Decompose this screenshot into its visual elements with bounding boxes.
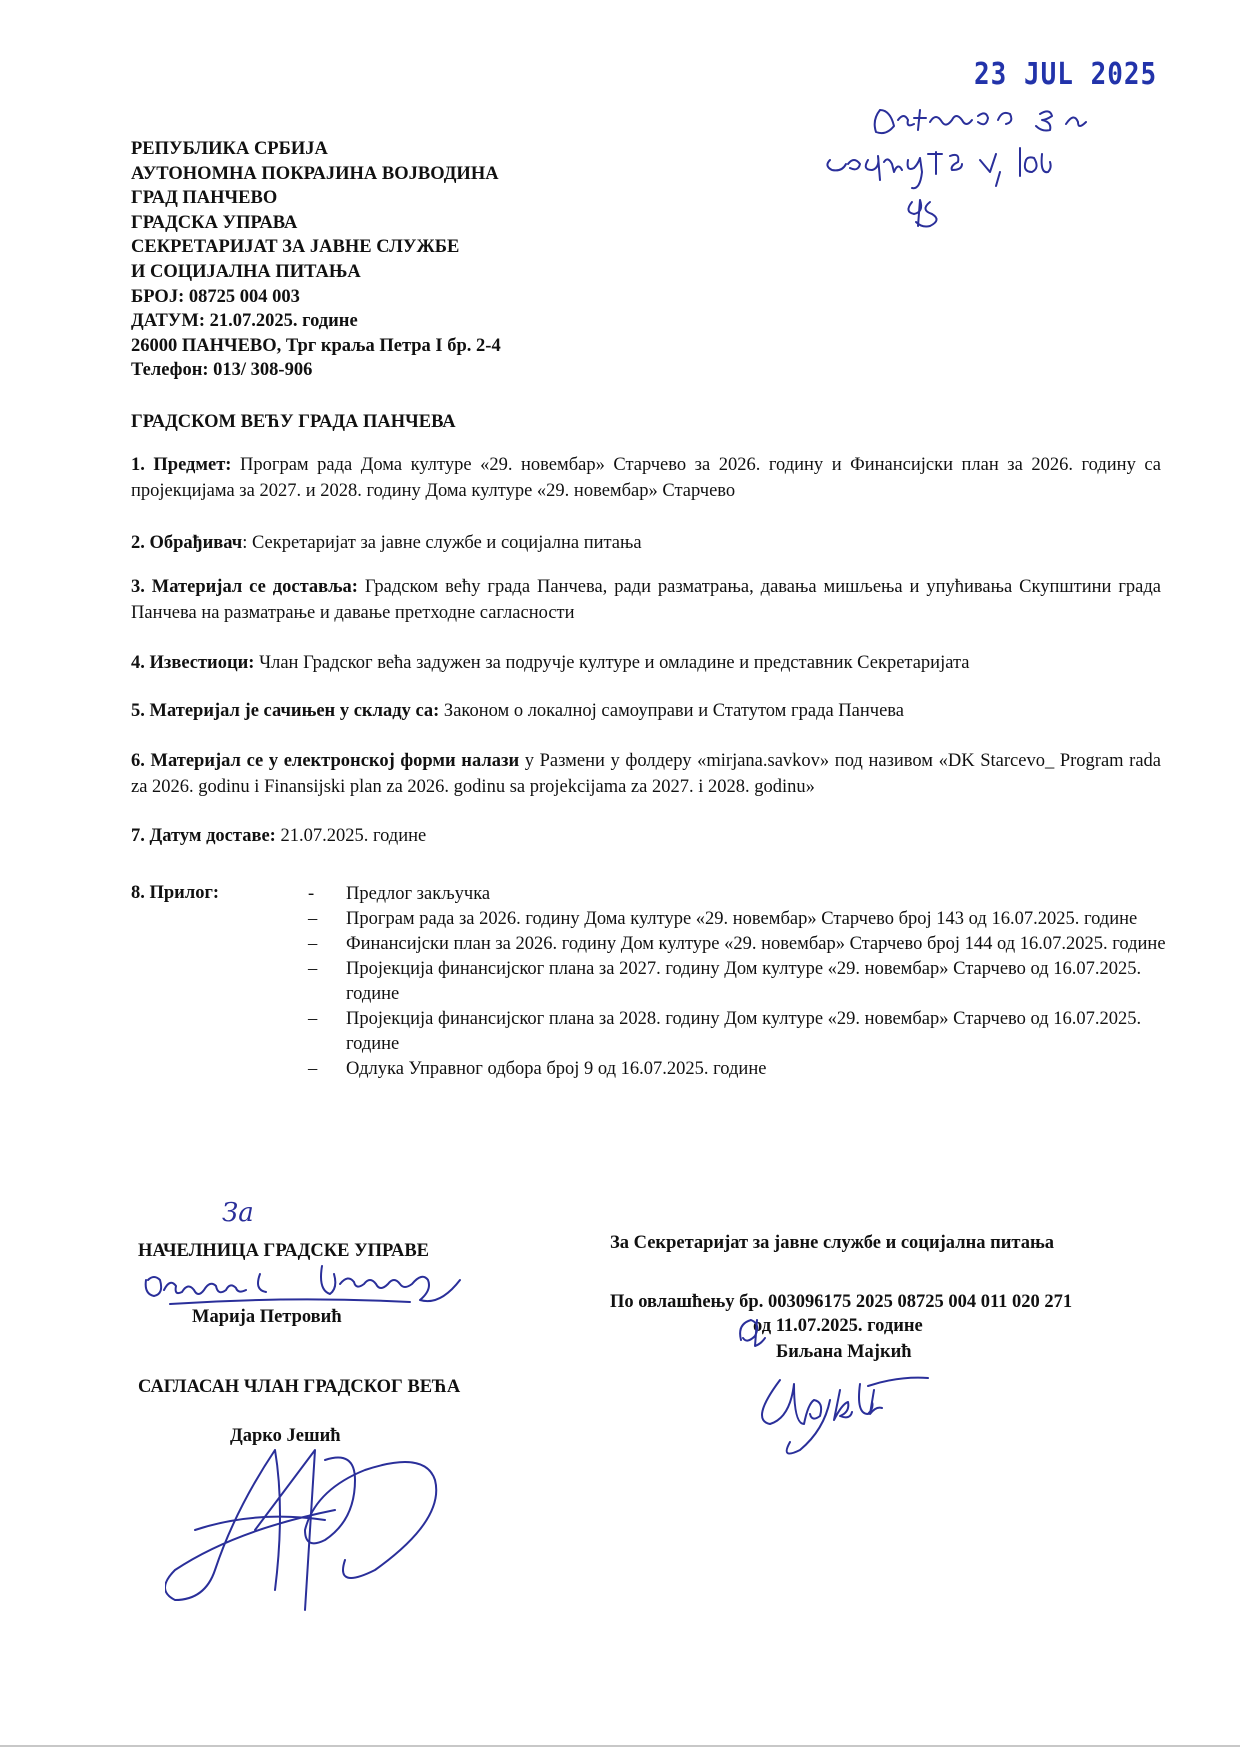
council-handwritten-signature [165,1440,475,1620]
item-subject [131,452,1161,504]
item-text: : Секретаријат за јавне службе и социјална питања [242,533,642,553]
attachments-list [308,882,1168,1082]
council-signature-name: Дарко Јешић [230,1426,341,1446]
header-line: СЕКРЕТАРИЈАТ ЗА ЈАВНЕ СЛУЖБЕ [131,237,460,258]
header-line: И СОЦИЈАЛНА ПИТАЊА [131,261,361,282]
attachments-label: 8. Прилог: [131,883,220,903]
list-item-text: Предлог закључка [346,884,491,904]
right-signature-name: Биљана Мајкић [776,1342,912,1362]
list-item [308,1007,1168,1057]
list-item [308,882,1168,907]
list-item-text: Финансијски план за 2026. годину Дом културе «29. новембар» Старчево број 144 од 16.07.2025. године [346,934,1166,954]
addressee: ГРАДСКОМ ВЕЋУ ГРАДА ПАНЧЕВА [131,412,456,432]
item-legal-basis [131,698,1161,724]
item-label: 1. Предмет: [131,455,232,475]
council-signature-title: САГЛАСАН ЧЛАН ГРАДСКОГ ВЕЋА [138,1377,461,1397]
list-item-text: Пројекција финансијског плана за 2028. годину Дом културе «29. новембар» Старчево од 16.07.2025. године [346,1009,1142,1054]
list-item-text: Пројекција финансијског плана за 2027. годину Дом културе «29. новембар» Старчево од 16.07.2025. године [346,959,1142,1004]
dash: – [308,934,318,954]
dash: – [308,959,318,979]
item-text: Члан Градског већа задужен за подручје културе и омладине и представник Секретаријата [259,653,970,673]
dash: – [308,1059,318,1079]
right-signature-title: За Секретаријат за јавне службе и социјална питања [610,1233,1054,1253]
right-authorization-date: од 11.07.2025. године [753,1316,923,1336]
header-line: ГРАДСКА УПРАВА [131,212,298,233]
list-item [308,957,1168,1007]
handwritten-note [820,90,1150,240]
item-label: 7. Датум доставе: [131,826,276,846]
right-authorization: По овлашћењу бр. 003096175 2025 08725 004 011 020 271 [610,1292,1073,1312]
dash: – [308,1009,318,1029]
item-label: 6. Материјал се у електронској форми налази [131,751,520,771]
item-reporters [131,650,1161,676]
right-initials [735,1310,775,1350]
item-text: Градском већу града Панчева, ради разматрања, давања мишљења и упућивања Скупштини града Панчева на разматрање и давање претходне сагласности [131,577,1162,623]
item-label: 4. Известиоци: [131,653,255,673]
item-label: 2. Обрађивач [131,533,243,553]
item-text: у Размени у фолдеру «mirjana.savkov» под називом «DK Starcevo_ Program rada za 2026. godinu i Finansijski plan za 2026. godinu sa projekcijama za 2027. i 2028. godinu» [131,751,1162,797]
left-signature-title: НАЧЕЛНИЦА ГРАДСКЕ УПРАВЕ [138,1241,430,1261]
list-item [308,907,1168,932]
item-electronic-location [131,748,1161,800]
header-line: ГРАД ПАНЧЕВО [131,188,278,209]
list-item [308,932,1168,957]
item-text: Законом о локалној самоуправи и Статутом града Панчева [443,701,905,721]
item-text: 21.07.2025. године [280,826,427,846]
header-line: РЕПУБЛИКА СРБИЈА [131,139,328,159]
header-line: ДАТУМ: 21.07.2025. године [131,311,358,332]
left-signature-name: Марија Петровић [192,1307,342,1327]
header-line: 26000 ПАНЧЕВО, Трг краља Петра I бр. 2-4 [131,335,501,356]
right-handwritten-signature [750,1360,950,1460]
header-line: Телефон: 013/ 308-906 [131,360,313,381]
left-prefix-handwritten: За [222,1198,254,1228]
item-processor [131,530,1161,556]
dash: - [308,884,315,904]
page-bottom-edge [0,1745,1240,1747]
list-item-text: Одлука Управног одбора број 9 од 16.07.2025. године [346,1059,767,1079]
dash: – [308,909,318,929]
document-header [131,137,501,383]
header-line: АУТОНОМНА ПОКРАЈИНА ВОЈВОДИНА [131,163,499,184]
item-delivery-date [131,823,1161,849]
header-line: БРОЈ: 08725 004 003 [131,286,300,307]
item-label: 5. Материјал је сачињен у складу са: [131,701,440,721]
item-delivered-to [131,574,1161,626]
item-text: Програм рада Дома културе «29. новембар» Старчево за 2026. годину и Финансијски план за 2026. годину са пројекцијама за 2027. и 2028. годину Дома културе «29. новембар» Старчево [131,455,1161,501]
item-label: 3. Материјал се доставља: [131,577,358,597]
list-item-text: Програм рада за 2026. годину Дома културе «29. новембар» Старчево број 143 од 16.07.2025. године [346,909,1138,929]
received-date-stamp: 23 JUL 2025 [974,57,1158,93]
list-item [308,1057,1168,1082]
